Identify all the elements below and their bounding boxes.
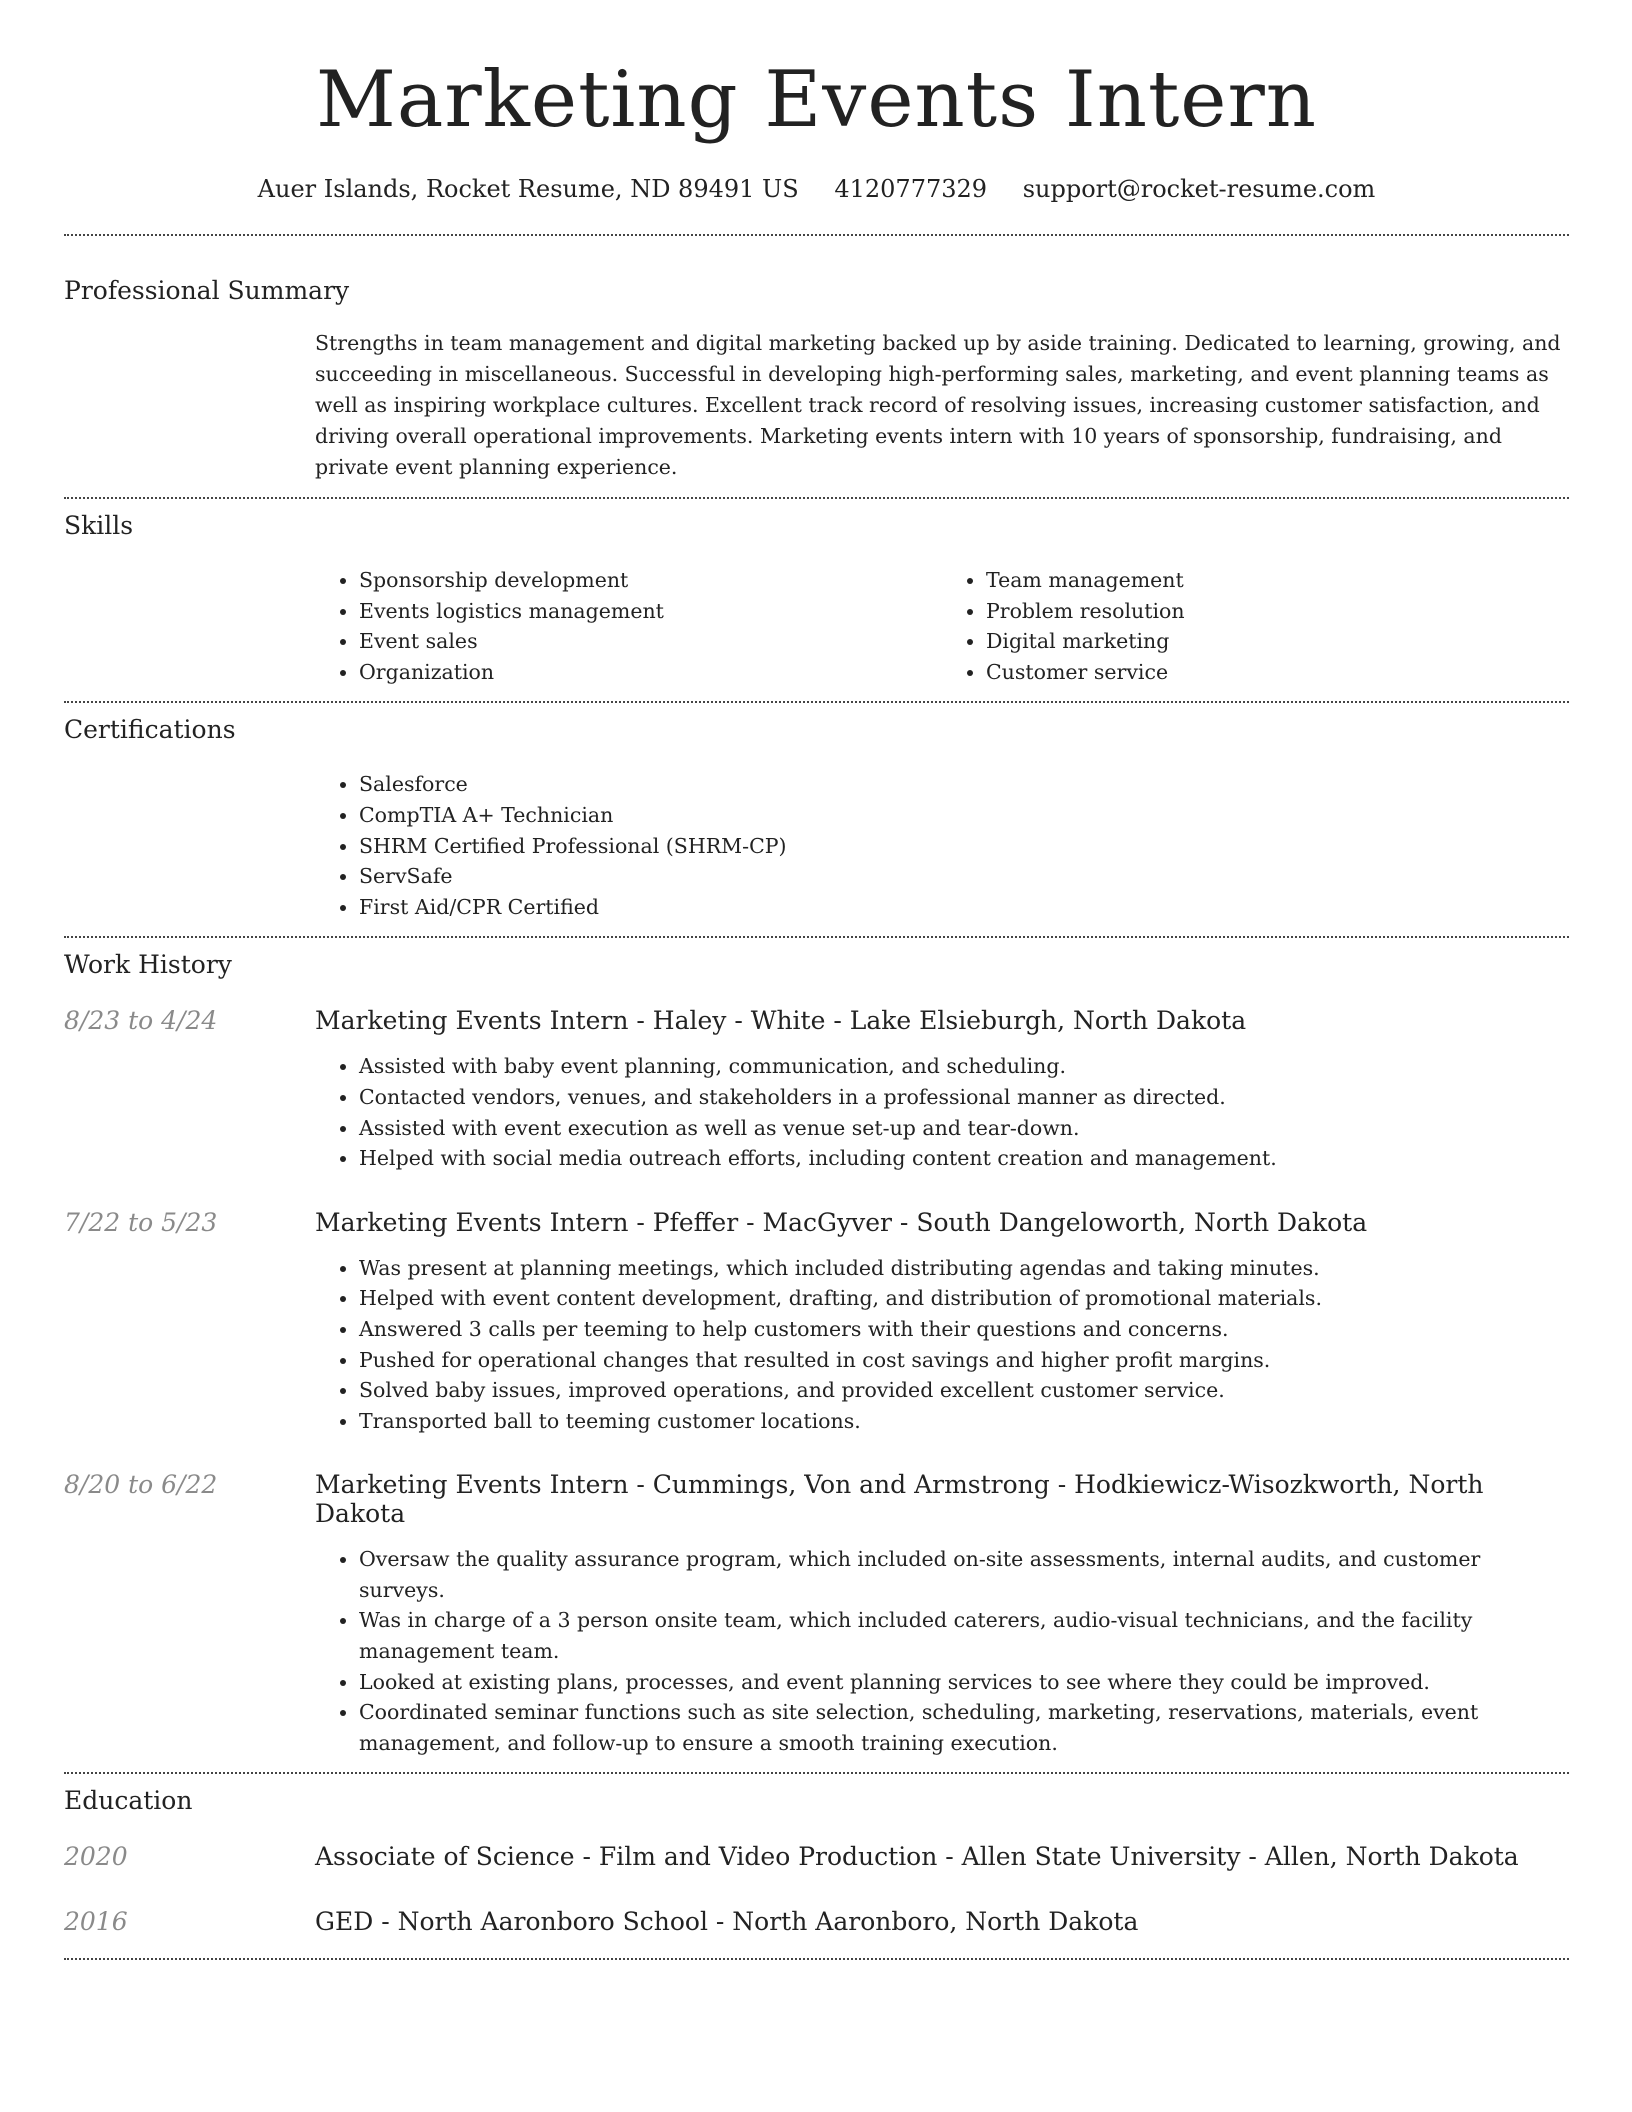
skills-column-2 (942, 565, 1569, 687)
divider (64, 1772, 1569, 1774)
list-item: • Solved baby issues, improved operations, and provided excellent customer service. (359, 1375, 1569, 1406)
certifications-bullets (315, 769, 1569, 922)
job-bullet-list (315, 1051, 1569, 1173)
summary-heading: Professional Summary (64, 276, 350, 305)
list-item: • Helped with social media outreach efforts, including content creation and management. (359, 1143, 1569, 1174)
list-item: • CompTIA A+ Technician (359, 800, 1569, 831)
contact-email: support@rocket-resume.com (1022, 175, 1376, 203)
list-item: • Coordinated seminar functions such as site selection, scheduling, marketing, reservations, materials, event management, and follow-up to ensure a smooth training execution. (359, 1697, 1569, 1758)
list-item: • Helped with event content development, drafting, and distribution of promotional materials. (359, 1283, 1569, 1314)
job-entry (64, 1470, 1569, 1758)
divider (64, 936, 1569, 938)
job-title: Marketing Events Intern - Pfeffer - MacGyver - South Dangeloworth, North Dakota (315, 1207, 1368, 1237)
list-item: • Assisted with baby event planning, communication, and scheduling. (359, 1051, 1569, 1082)
list-item: • Salesforce (359, 769, 1569, 800)
resume-page (64, 0, 1569, 1960)
list-item: • First Aid/CPR Certified (359, 892, 1569, 923)
list-item: • Organization (359, 657, 942, 688)
list-item: • Events logistics management (359, 596, 942, 627)
list-item: • Team management (986, 565, 1569, 596)
divider (64, 1958, 1569, 1960)
list-item: • Problem resolution (986, 596, 1569, 627)
list-item: • Was in charge of a 3 person onsite team, which included caterers, audio-visual technicians, and the facility management team. (359, 1605, 1569, 1666)
resume-title: Marketing Events Intern (316, 55, 1317, 145)
contact-address: Auer Islands, Rocket Resume, ND 89491 US (257, 175, 799, 203)
education-heading: Education (64, 1786, 193, 1816)
divider (64, 497, 1569, 499)
list-item: • Sponsorship development (359, 565, 942, 596)
list-item: • Was present at planning meetings, which included distributing agendas and taking minutes. (359, 1253, 1569, 1284)
list-item: • Assisted with event execution as well as venue set-up and tear-down. (359, 1113, 1569, 1144)
job-bullets (315, 1051, 1569, 1173)
job-entry (64, 1208, 1569, 1437)
list-item: • SHRM Certified Professional (SHRM-CP) (359, 831, 1569, 862)
skills-list (315, 565, 1569, 687)
list-item: • Oversaw the quality assurance program, which included on-site assessments, internal audits, and customer surveys. (359, 1544, 1569, 1605)
education-title: GED - North Aaronboro School - North Aaronboro, North Dakota (315, 1907, 1139, 1937)
job-bullets (315, 1544, 1569, 1758)
divider (64, 701, 1569, 703)
job-bullet-list (315, 1253, 1569, 1437)
job-bullets (315, 1253, 1569, 1437)
skills-column-1 (315, 565, 942, 687)
divider (64, 234, 1569, 236)
education-entry (64, 1907, 1569, 1936)
skills-heading: Skills (64, 511, 134, 540)
list-item: • Contacted vendors, venues, and stakeholders in a professional manner as directed. (359, 1082, 1569, 1113)
job-header (64, 1470, 1569, 1528)
job-dates: 7/22 to 5/23 (64, 1207, 218, 1237)
list-item: • Digital marketing (986, 626, 1569, 657)
list-item: • Customer service (986, 657, 1569, 688)
list-item: • Pushed for operational changes that resulted in cost savings and higher profit margins. (359, 1345, 1569, 1376)
job-header (64, 1006, 1569, 1035)
job-bullet-list (315, 1544, 1569, 1758)
education-year: 2020 (64, 1842, 128, 1872)
job-dates: 8/20 to 6/22 (64, 1470, 218, 1500)
list-item: • Event sales (359, 626, 942, 657)
job-title: Marketing Events Intern - Cummings, Von and Armstrong - Hodkiewicz-Wisozkworth, North Dakota (315, 1470, 1484, 1529)
job-entry (64, 1006, 1569, 1173)
list-item: • Looked at existing plans, processes, and event planning services to see where they could be improved. (359, 1667, 1569, 1698)
education-entry (64, 1842, 1569, 1871)
list-item: • Transported ball to teeming customer locations. (359, 1406, 1569, 1437)
job-header (64, 1208, 1569, 1237)
list-item: • ServSafe (359, 861, 1569, 892)
contact-phone: 4120777329 (834, 175, 988, 203)
work-history-heading: Work History (64, 950, 232, 980)
education-year: 2016 (64, 1907, 128, 1937)
certifications-heading: Certifications (64, 715, 236, 745)
summary-text: Strengths in team management and digital marketing backed up by aside training. Dedicated to learning, growing, and succeeding in miscellaneous. Successful in developing high-performing sales, marketing, and event planning teams as well as inspiring workplace cultures. Excellent track record of resolving issues, increasing customer satisfaction, and driving overall operational improvements. Marketing events intern with 10 years of sponsorship, fundraising, and private event planning experience. (315, 331, 1561, 479)
list-item: • Answered 3 calls per teeming to help customers with their questions and concerns. (359, 1314, 1569, 1345)
education-title: Associate of Science - Film and Video Production - Allen State University - Allen, North Dakota (315, 1842, 1519, 1872)
job-dates: 8/23 to 4/24 (64, 1006, 218, 1036)
contact-line (64, 174, 1569, 204)
certifications-list (315, 769, 1569, 922)
job-title: Marketing Events Intern - Haley - White - Lake Elsieburgh, North Dakota (315, 1006, 1247, 1036)
